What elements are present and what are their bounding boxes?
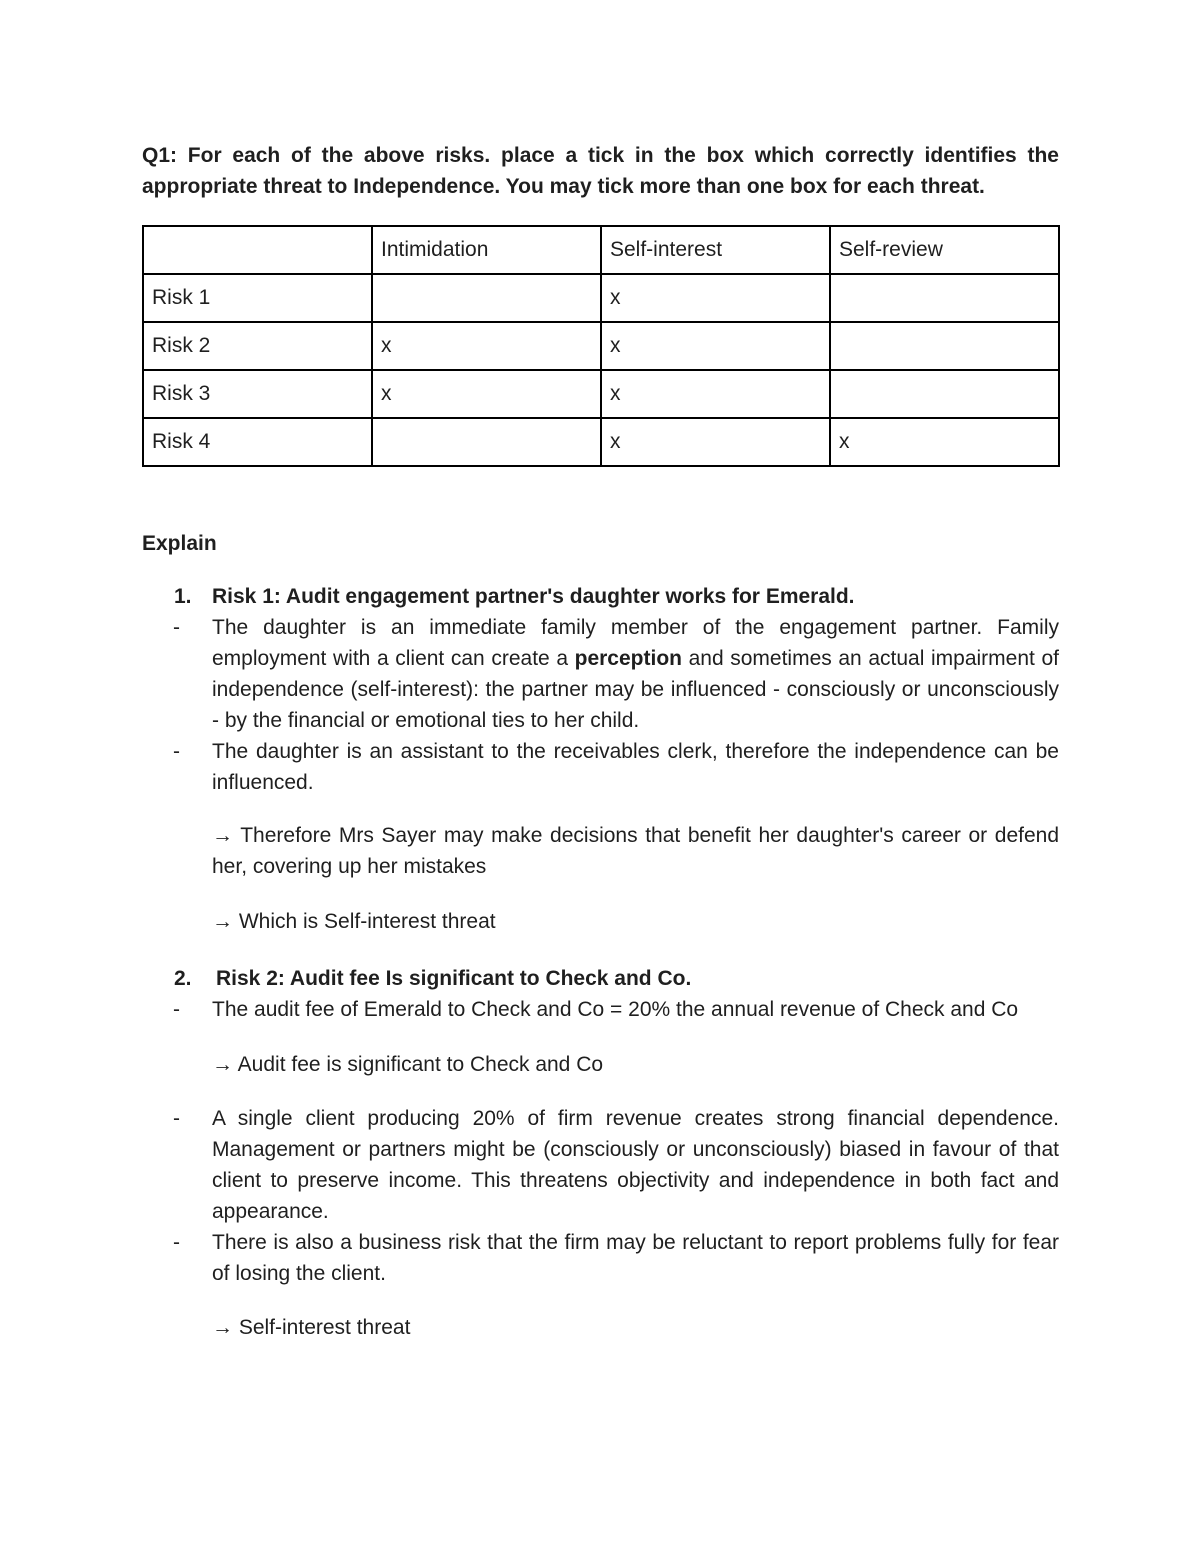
table-cell: Risk 1 — [143, 274, 372, 322]
item-number: 1. — [174, 585, 192, 608]
table-header-row — [143, 226, 1059, 274]
table-cell: x — [372, 370, 601, 418]
item-heading — [142, 581, 1059, 612]
explain-item-1 — [142, 581, 1059, 937]
bullet-text-part: and sometimes an actual impairment of independence (self-interest): the partner may be influenced - consciously or unconsciously - by the financial or emotional ties to her child. — [212, 647, 1059, 732]
table-row — [143, 418, 1059, 466]
table-header-cell — [143, 226, 372, 274]
bullet-text — [212, 612, 1059, 736]
table-cell — [372, 274, 601, 322]
table-cell: x — [601, 322, 830, 370]
bullet-item — [142, 612, 1059, 736]
bullet-item — [142, 994, 1059, 1025]
threat-table — [142, 225, 1060, 467]
bullet-dash: - — [173, 998, 180, 1021]
table-cell: x — [601, 274, 830, 322]
explain-item-2 — [142, 963, 1059, 1343]
bullet-item — [142, 736, 1059, 798]
explain-heading: Explain — [142, 532, 217, 555]
bullet-bold-text: perception — [574, 647, 682, 670]
table-cell: x — [601, 418, 830, 466]
bullet-text-part: The daughter is an immediate family member of the engagement partner. Family employment with a client can create a — [212, 616, 1059, 670]
table-header-cell: Intimidation — [372, 226, 601, 274]
table-cell — [830, 370, 1059, 418]
table-cell — [830, 274, 1059, 322]
table-cell — [372, 418, 601, 466]
arrow-conclusion: → Audit fee is significant to Check and Co — [212, 1053, 604, 1076]
bullet-dash: - — [173, 616, 180, 639]
table-row — [143, 322, 1059, 370]
table-cell: x — [601, 370, 830, 418]
table-cell: x — [830, 418, 1059, 466]
bullet-text: A single client producing 20% of firm revenue creates strong financial dependence. Management or partners might be (consciously or unconsciously) biased in favour of that client to preserve income. This threatens objectivity and independence in both fact and appearance. — [212, 1107, 1059, 1223]
bullet-text: The daughter is an assistant to the receivables clerk, therefore the independence can be influenced. — [212, 740, 1059, 794]
bullet-text: There is also a business risk that the firm may be reluctant to report problems fully for fear of losing the client. — [212, 1231, 1059, 1285]
table-cell — [830, 322, 1059, 370]
bullet-dash: - — [173, 1107, 180, 1130]
table-row — [143, 274, 1059, 322]
table-cell: Risk 2 — [143, 322, 372, 370]
bullet-item — [142, 1103, 1059, 1227]
table-cell: Risk 3 — [143, 370, 372, 418]
item-heading — [142, 963, 1059, 994]
arrow-conclusion: → Which is Self-interest threat — [212, 910, 496, 933]
table-row — [143, 370, 1059, 418]
bullet-dash: - — [173, 740, 180, 763]
arrow-conclusion: → Self-interest threat — [212, 1316, 411, 1339]
arrow-conclusion: → Therefore Mrs Sayer may make decisions that benefit her daughter's career or defend her, covering up her mistakes — [212, 824, 1059, 878]
table-header-cell: Self-review — [830, 226, 1059, 274]
item-heading-text: Risk 1: Audit engagement partner's daughter works for Emerald. — [212, 585, 855, 608]
table-cell: x — [372, 322, 601, 370]
question-text: Q1: For each of the above risks. place a tick in the box which correctly identifies the appropriate threat to Independence. You may tick more than one box for each threat. — [142, 144, 1059, 198]
table-header-cell: Self-interest — [601, 226, 830, 274]
bullet-item — [142, 1227, 1059, 1289]
bullet-text: The audit fee of Emerald to Check and Co = 20% the annual revenue of Check and Co — [212, 998, 1019, 1021]
item-heading-text: Risk 2: Audit fee Is significant to Check and Co. — [216, 967, 692, 990]
table-cell: Risk 4 — [143, 418, 372, 466]
item-number: 2. — [174, 967, 192, 990]
bullet-dash: - — [173, 1231, 180, 1254]
